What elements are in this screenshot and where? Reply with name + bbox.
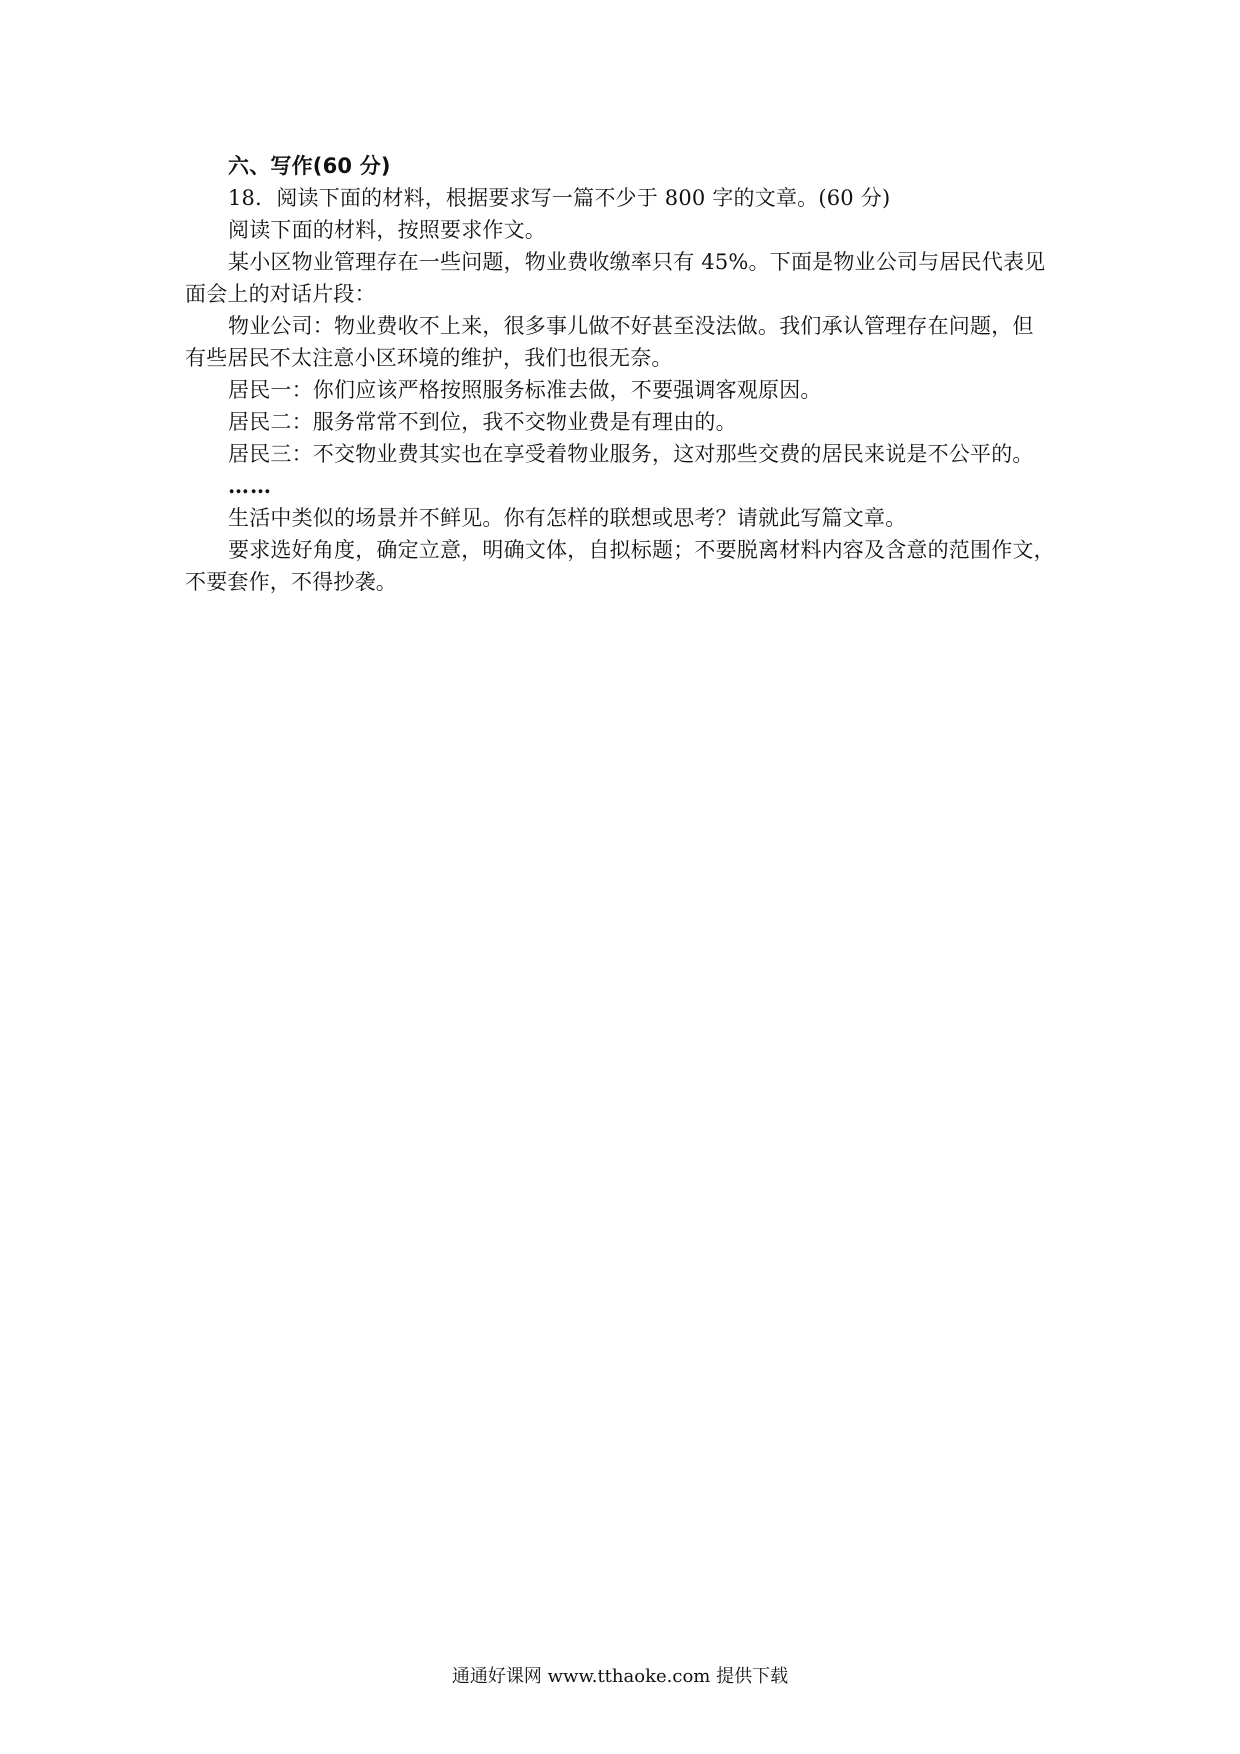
reflection-prompt: 生活中类似的场景并不鲜见。你有怎样的联想或思考？请就此写篇文章。 <box>228 506 907 530</box>
resident-three-dialogue: 居民三：不交物业费其实也在享受着物业服务，这对那些交费的居民来说是不公平的。 <box>228 442 1034 466</box>
question-prompt: 18．阅读下面的材料，根据要求写一篇不少于 800 字的文章。(60 分) <box>228 186 891 210</box>
section-heading: 六、写作(60 分) <box>228 154 391 178</box>
requirement-line-2: 不要套作，不得抄袭。 <box>185 570 397 594</box>
resident-two-dialogue: 居民二：服务常常不到位，我不交物业费是有理由的。 <box>228 410 737 434</box>
footer-download-note: 通通好课网 www.tthaoke.com 提供下载 <box>451 1666 789 1687</box>
company-dialogue-line-2: 有些居民不太注意小区环境的维护，我们也很无奈。 <box>185 346 673 370</box>
instruction-text: 阅读下面的材料，按照要求作文。 <box>228 218 546 242</box>
ellipsis: …… <box>228 473 272 498</box>
material-paragraph-line-1: 某小区物业管理存在一些问题，物业费收缴率只有 45%。下面是物业公司与居民代表见 <box>228 250 1046 274</box>
company-dialogue-line-1: 物业公司：物业费收不上来，很多事儿做不好甚至没法做。我们承认管理存在问题，但 <box>228 314 1034 338</box>
requirement-line-1: 要求选好角度，确定立意，明确文体，自拟标题；不要脱离材料内容及含意的范围作文， <box>228 538 1055 562</box>
material-paragraph-line-2: 面会上的对话片段： <box>185 282 376 306</box>
resident-one-dialogue: 居民一：你们应该严格按照服务标准去做，不要强调客观原因。 <box>228 378 822 402</box>
essay-question-block <box>185 150 1070 598</box>
